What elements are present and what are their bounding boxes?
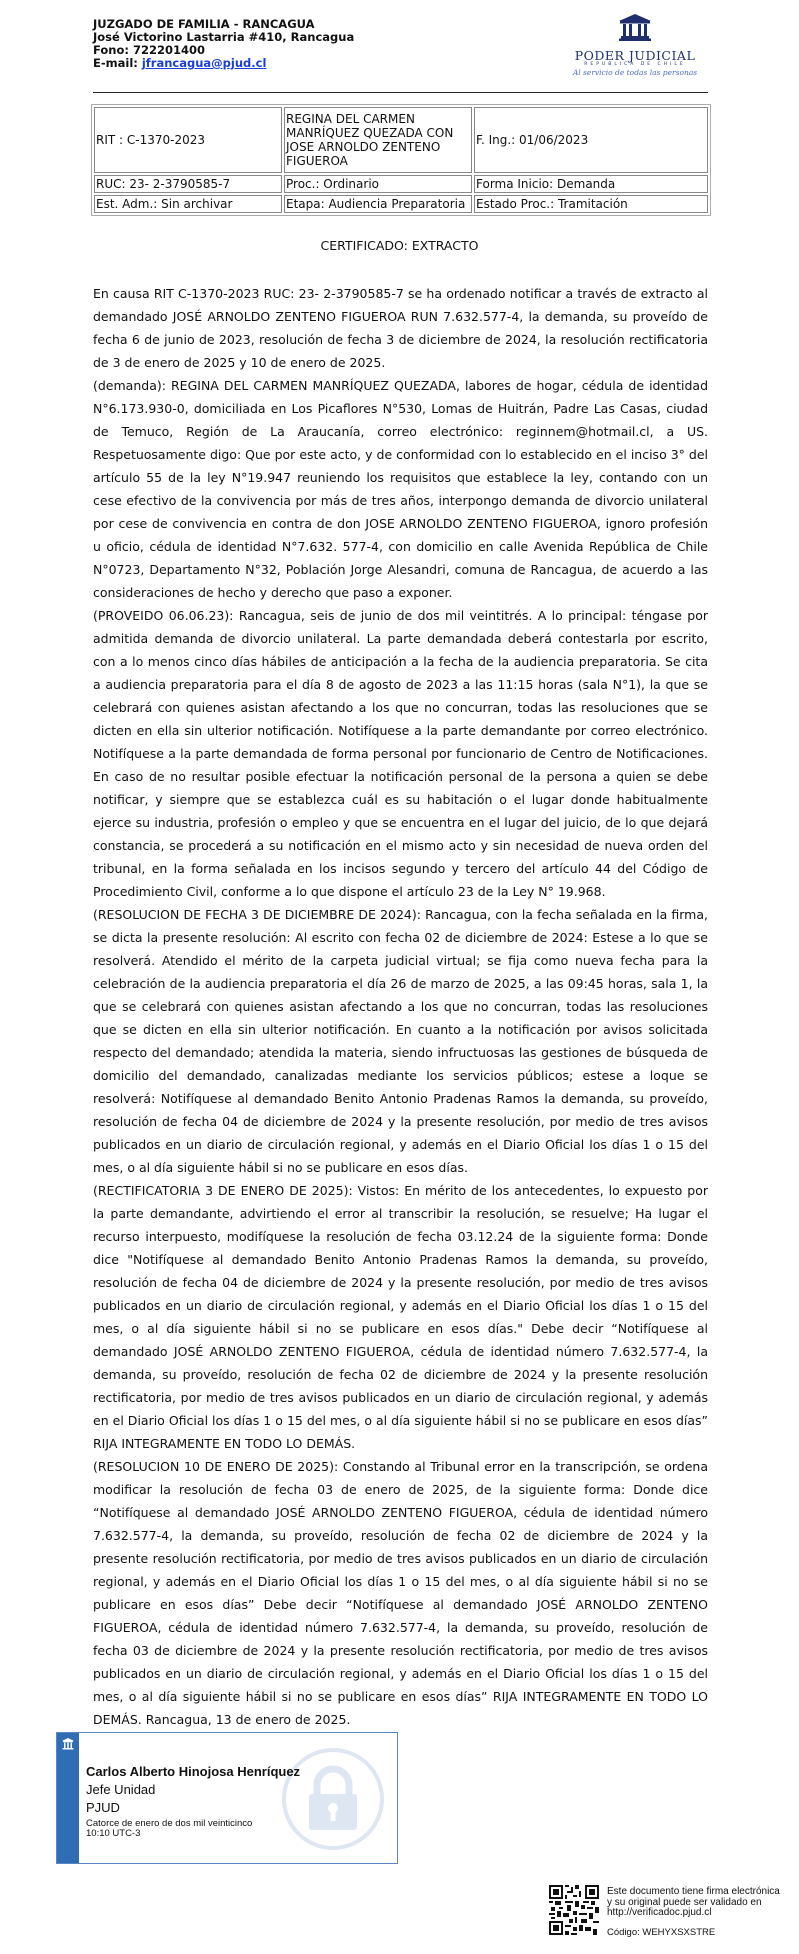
signature-date (86, 1819, 252, 1839)
signature-sidebar (57, 1733, 79, 1863)
signature-time: 10:10 UTC-3 (86, 1828, 141, 1839)
court-name: JUZGADO DE FAMILIA - RANCAGUA (93, 17, 315, 31)
qr-code-icon[interactable] (549, 1885, 599, 1935)
paragraph-resolucion-ene: (RESOLUCION 10 DE ENERO DE 2025): Constando al Tribunal error en la transcripción, se ordena modificar la resolución de fecha 03 de enero de 2025, de la siguiente forma: Donde dice “Notifíquese al demandado JOSÉ ARNOLDO ZENTENO FIGUEROA, cédula de identidad número 7.632.577-4, la demanda, su proveído, resolución de fecha 02 de diciembre de 2024 y la presente resolución rectificatoria, por medio de tres avisos publicados en un diario de circulación regional, y además en el Diario Oficial los días 1 o 15 del mes, o al día siguiente hábil si no se publicare en esos días” Debe decir “Notifíquese al demandado JOSÉ ARNOLDO ZENTENO FIGUEROA, cédula de identidad número 7.632.577-4, la demanda, su proveído, resolución de fecha 03 de diciembre de 2024 y la presente resolución rectificatoria, por medio de tres avisos publicados en un diario de circulación regional, y además en el Diario Oficial los días 1 o 15 del mes, o al día siguiente hábil si no se publicare en esos días” RIJA INTEGRAMENTE EN TODO LO DEMÁS. Rancagua, 13 de enero de 2025. (93, 1459, 708, 1727)
table-cell: Proc.: Ordinario (284, 175, 472, 193)
table-cell: F. Ing.: 01/06/2023 (474, 107, 708, 173)
document-title: CERTIFICADO: EXTRACTO (320, 238, 479, 253)
court-header (93, 18, 354, 70)
table-cell: Estado Proc.: Tramitación (474, 195, 708, 213)
poder-judicial-logo (572, 12, 698, 77)
logo-motto: Al servicio de todas las personas (572, 68, 698, 77)
paragraph-resolucion-dic: (RESOLUCION DE FECHA 3 DE DICIEMBRE DE 2024): Rancagua, con la fecha señalada en la firma, se dicta la presente resolución: Al escrito con fecha 02 de diciembre de 2024: Estese a lo que se resolverá. Atendido el mérito de la carpeta judicial virtual; se fija como nueva fecha para la celebración de la audiencia preparatoria el día 26 de marzo de 2025, a las 09:45 horas, sala 1, la que se celebrará con quienes asistan afectando a los que no concurran, todas las resoluciones que se dicten en ella sin ulterior notificación. En cuanto a la notificación por avisos solicitada respecto del demandado; atendida la materia, siendo infructuosas las gestiones de búsqueda de domicilio del demandado, canalizadas mediante los servicios públicos; estese a loque se resolverá: Notifíquese al demandado Benito Antonio Pradenas Ramos la demanda, su proveído, resolución de fecha 04 de diciembre de 2024 y la presente resolución, por medio de tres avisos publicados en un diario de circulación regional, y además en el Diario Oficial los días 1 o 15 del mes, o al día siguiente hábil si no se publicare en esos días. (93, 907, 708, 1175)
email-label: E-mail: (93, 56, 142, 70)
signer-org: PJUD (86, 1800, 120, 1815)
table-cell: Etapa: Audiencia Preparatoria (284, 195, 472, 213)
verification-line2: y su original puede ser validado en (607, 1896, 762, 1908)
email-link[interactable]: jfrancagua@pjud.cl (141, 56, 267, 70)
signer-role: Jefe Unidad (86, 1782, 156, 1797)
courthouse-icon (615, 12, 655, 42)
header-divider (93, 92, 708, 93)
lock-watermark-icon (281, 1747, 385, 1851)
logo-country: REPUBLICA DE CHILE (584, 62, 686, 67)
table-row (94, 195, 708, 213)
table-cell: RUC: 23- 2-3790585-7 (94, 175, 282, 193)
table-row (94, 175, 708, 193)
logo-name: PODER JUDICIAL (574, 48, 696, 63)
paragraph-intro: En causa RIT C-1370-2023 RUC: 23- 2-3790585-7 se ha ordenado notificar a través de extracto al demandado JOSÉ ARNOLDO ZENTENO FIGUEROA RUN 7.632.577-4, la demanda, su proveído de fecha 6 de junio de 2023, resolución de fecha 3 de diciembre de 2024, la resolución rectificatoria de 3 de enero de 2025 y 10 de enero de 2025. (93, 286, 708, 370)
verification-line1: Este documento tiene firma electrónica (607, 1886, 780, 1897)
table-cell: REGINA DEL CARMEN MANRÍQUEZ QUEZADA CON JOSE ARNOLDO ZENTENO FIGUEROA (284, 107, 472, 173)
courthouse-icon (61, 1737, 75, 1751)
paragraph-rectificatoria: (RECTIFICATORIA 3 DE ENERO DE 2025): Vistos: En mérito de los antecedentes, lo expuesto por la parte demandante, advirtiendo el error al transcribir la resolución, se resuelve; Ha lugar el recurso interpuesto, modifíquese la resolución de fecha 03.12.24 de la siguiente forma: Donde dice "Notifíquese al demandado Benito Antonio Pradenas Ramos la demanda, su proveído, resolución de fecha 04 de diciembre de 2024 y la presente resolución, por medio de tres avisos publicados en un diario de circulación regional, y además en el Diario Oficial los días 1 o 15 del mes, o al día siguiente hábil si no se publicare en esos días." Debe decir “Notifíquese al demandado JOSÉ ARNOLDO ZENTENO FIGUEROA, cédula de identidad número 7.632.577-4, la demanda, su proveído, resolución de fecha 02 de diciembre de 2024 y la presente resolución rectificatoria, por medio de tres avisos publicados en un diario de circulación regional, y además en el Diario Oficial los días 1 o 15 del mes, o al día siguiente hábil si no se publicare en esos días” RIJA INTEGRAMENTE EN TODO LO DEMÁS. (93, 1183, 708, 1451)
table-cell: Est. Adm.: Sin archivar (94, 195, 282, 213)
table-cell: Forma Inicio: Demanda (474, 175, 708, 193)
court-email-line (93, 57, 354, 70)
table-row (94, 107, 708, 173)
signature-date-text: Catorce de enero de dos mil veinticinco (86, 1818, 253, 1829)
paragraph-demanda: (demanda): REGINA DEL CARMEN MANRÍQUEZ QUEZADA, labores de hogar, cédula de identidad N°6.173.930-0, domiciliada en Los Picaflores N°530, Lomas de Huitrán, Padre Las Casas, ciudad de Temuco, Región de La Araucanía, correo electrónico: reginnem@hotmail.cl, a US. Respetuosamente digo: Que por este acto, y de conformidad con lo establecido en el inciso 3° del artículo 55 de la ley N°19.947 reuniendo los requisitos que establece la ley, contando con un cese efectivo de la convivencia por más de tres años, interpongo demanda de divorcio unilateral por cese de convivencia en contra de don JOSE ARNOLDO ZENTENO FIGUEROA, ignoro profesión u oficio, cédula de identidad N°7.632. 577-4, con domicilio en calle Avenida República de Chile N°0723, Departamento N°32, Población Jorge Alesandri, comuna de Rancagua, de acuerdo a las consideraciones de hecho y derecho que paso a exponer. (93, 378, 708, 600)
court-phone: Fono: 722201400 (93, 43, 205, 57)
court-address: José Victorino Lastarria #410, Rancagua (93, 30, 355, 44)
verification-note (607, 1887, 797, 1938)
electronic-signature-box (56, 1732, 398, 1864)
case-info-table (91, 104, 711, 216)
table-cell: RIT : C-1370-2023 (94, 107, 282, 173)
document-body (93, 282, 708, 1731)
verification-code: Código: WEHYXSXSTRE (607, 1926, 716, 1938)
verification-url[interactable]: http://verificadoc.pjud.cl (607, 1907, 712, 1918)
signer-name: Carlos Alberto Hinojosa Henríquez (86, 1764, 301, 1779)
paragraph-proveido: (PROVEIDO 06.06.23): Rancagua, seis de junio de dos mil veintitrés. A lo principal: téngase por admitida demanda de divorcio unilateral. La parte demandada deberá contestarla por escrito, con a lo menos cinco días hábiles de anticipación a la fecha de la audiencia preparatoria. Se cita a audiencia preparatoria para el día 8 de agosto de 2023 a las 11:15 horas (sala N°1), la que se celebrará con quienes asistan afectando a los que no concurran, todas las resoluciones que se dicten en ella sin ulterior notificación. Notifíquese a la parte demandante por correo electrónico. Notifíquese a la parte demandada de forma personal por funcionario de Centro de Notificaciones. En caso de no resultar posible efectuar la notificación personal de la persona a quien se debe notificar, y siempre que se establezca cuál es su habitación o el lugar donde habitualmente ejerce su industria, profesión o empleo y que se encuentra en el lugar del juicio, de lo que dejará constancia, se procederá a su notificación en el mismo acto y sin necesidad de nueva orden del tribunal, en la forma señalada en los incisos segundo y tercero del artículo 44 del Código de Procedimiento Civil, conforme a lo que dispone el artículo 23 de la Ley N° 19.968. (93, 608, 708, 899)
